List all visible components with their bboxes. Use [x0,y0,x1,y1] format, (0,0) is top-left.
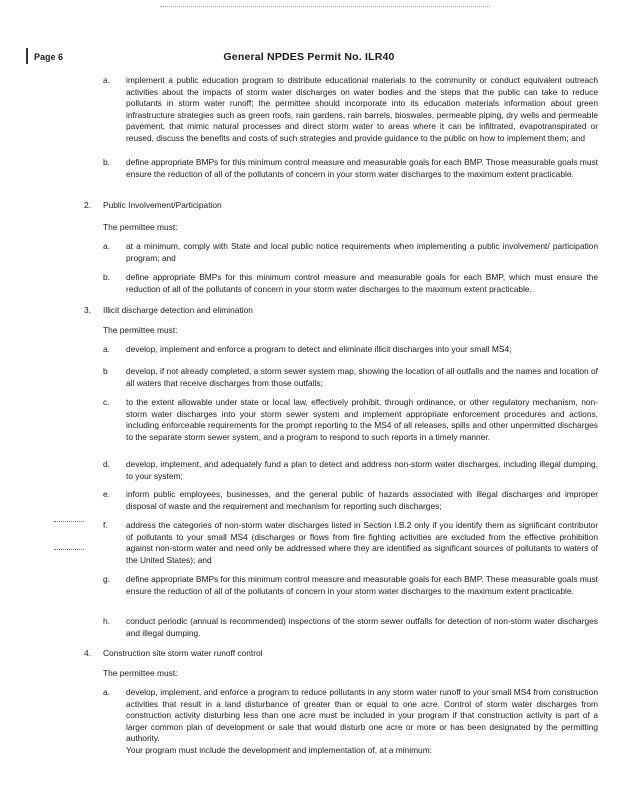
item-label: g. [103,574,110,584]
item-text: define appropriate BMPs for this minimum control measure and measurable goals for each BMP, which must ensure the reduction of all of the pollutants of concern in your storm water discharges to the maximum extent practicable. [126,272,598,294]
section-number: 4. [84,648,91,658]
item-label: f. [103,520,108,530]
item-label: c. [103,397,110,407]
section-heading: Construction site storm water runoff control [103,648,263,658]
section-intro: The permittee must: [103,222,178,232]
item-label: a. [103,344,110,354]
item-text: develop, if not already completed, a storm sewer system map, showing the location of all outfalls and the names and location of all waters that receive discharges from those outfalls; [126,366,598,388]
scan-artifact-top [160,6,490,7]
item-text: develop, implement, and enforce a program to reduce pollutants in any storm water runoff to your small MS4 from construction activities that result in a land disturbance of greater than or equal to one acre. Control of storm water discharges from construction activity disturbing less than one acre must be included in your program if that construction activity is part of a larger common plan of development or sale that would disturb one acre or more or has been designated by the permitting authority. [126,687,598,744]
item-label: h. [103,616,110,626]
item-label: b [103,366,108,376]
section-number: 2. [84,200,91,210]
section-heading: Public Involvement/Participation [103,200,222,210]
item-label: a. [103,687,110,697]
section-number: 3. [84,305,91,315]
item-text: conduct periodic (annual is recommended) inspections of the storm sewer outfalls for detection of non-storm water discharges and illegal dumping. [126,616,598,638]
section-intro: The permittee must: [103,668,178,678]
item-text: develop, implement, and adequately fund a plan to detect and address non-storm water discharges, including illegal dumping, to your system; [126,459,598,481]
item-text: inform public employees, businesses, and the general public of hazards associated with illegal discharges and improper disposal of waste and the requirement and mechanism for reporting such discharges; [126,489,598,511]
item-label: e. [103,489,110,499]
item-text: at a minimum, comply with State and local public notice requirements when implementing a public involvement/ participation program; and [126,241,598,263]
item-text: address the categories of non-storm water discharges listed in Section I.B.2 only if you identify them as significant contributor of pollutants to your small MS4 (discharges or flows from fire fighting activities are excluded from the effective prohibition against non-storm water and need only be addressed where they are identified as significant sources of pollutants to waters of the United States); and [126,520,598,565]
section-intro: The permittee must: [103,325,178,335]
item-text: implement a public education program to distribute educational materials to the community or conduct equivalent outreach activities about the impacts of storm water discharges on water bodies and the steps that the public can take to reduce pollutants in storm water runoff; the permittee should incorporate into its education materials information about green infrastructure strategies such as green roofs, rain gardens, rain barrels, bioswales, permeable piping, dry wells and permeable pavement, that mimic natural processes and direct storm water to areas where it can be infiltrated, evapotranspirated or reused, discuss the benefits and costs of such strategies and provide guidance to the public on how to implement them; and [126,75,598,143]
margin-mark [54,549,84,550]
margin-mark [54,521,84,522]
item-label: a. [103,75,110,85]
page-number: Page 6 [34,52,64,62]
item-label: b. [103,272,110,282]
item-label: d. [103,459,110,469]
item-text: develop, implement and enforce a program to detect and eliminate illicit discharges into your small MS4; [126,344,512,354]
item-text: define appropriate BMPs for this minimum control measure and measurable goals for each BMP. Those measurable goals must ensure the reduction of all of the pollutants of concern in your storm water discharges to the maximum extent practicable. [126,157,598,179]
item-text: to the extent allowable under state or local law, effectively prohibit, through ordinance, or other regulatory mechanism, non-storm water discharges into your storm sewer system and implement appropriate enforcement procedures and actions, including enforceable requirements for the prompt reporting to the MS4 of all releases, spills and other unpermitted discharges to the separate storm sewer system, and a program to respond to such reports in a timely manner. [126,397,598,442]
item-label: b. [103,157,110,167]
item-label: a. [103,241,110,251]
closing-text: Your program must include the development and implementation of, at a minimum: [126,745,433,755]
page-title: General NPDES Permit No. ILR40 [223,51,395,63]
item-text: define appropriate BMPs for this minimum control measure and measurable goals for each BMP. These measurable goals must ensure the reduction of all of the pollutants of concern in your storm water discharges to the maximum extent practicable. [126,574,598,596]
section-heading: Illicit discharge detection and elimination [103,305,253,315]
